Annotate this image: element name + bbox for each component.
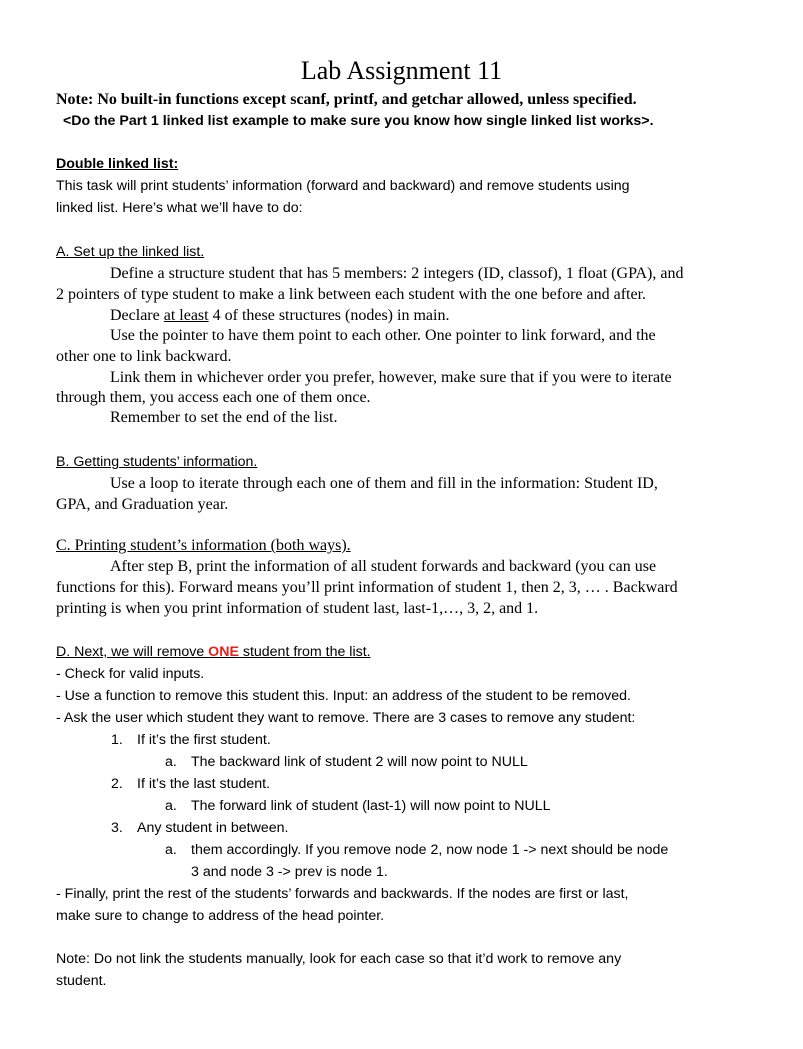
section-heading-a: A. Set up the linked list.	[56, 244, 205, 260]
case-1-number: 1.	[111, 732, 123, 748]
section-d-final-line2: make sure to change to address of the head pointer.	[56, 908, 385, 924]
emphasis-at-least: at least	[163, 307, 209, 324]
case-1-sub-text: The backward link of student 2 will now point to NULL	[191, 754, 528, 770]
page-title: Lab Assignment 11	[300, 56, 503, 85]
section-a-p1-line1: Define a structure student that has 5 members: 2 integers (ID, classof), 1 float (GPA), and	[110, 265, 684, 282]
case-3-sub-letter: a.	[165, 842, 177, 858]
section-heading-b: B. Getting students’ information.	[56, 454, 258, 470]
section-c-line1: After step B, print the information of all student forwards and backward (you can use	[110, 558, 657, 575]
section-c-line3: printing is when you print information of student last, last-1,…, 3, 2, and 1.	[56, 600, 539, 617]
section-c-line2: functions for this). Forward means you’ll print information of student 1, then 2, 3, … . Backward	[56, 579, 678, 596]
case-3-sub-text-line1: them accordingly. If you remove node 2, now node 1 -> next should be node	[191, 842, 669, 858]
case-2-number: 2.	[111, 776, 123, 792]
section-a-p3-line1: Use the pointer to have them point to each other. One pointer to link forward, and the	[110, 327, 656, 344]
section-a-p3-line2: other one to link backward.	[56, 348, 232, 365]
section-d-ask-user: - Ask the user which student they want to remove. There are 3 cases to remove any student:	[56, 710, 636, 726]
case-2-sub-text: The forward link of student (last-1) will now point to NULL	[191, 798, 551, 814]
case-2-text: If it’s the last student.	[137, 776, 271, 792]
intro-line-1: This task will print students’ information (forward and backward) and remove students using	[56, 178, 630, 194]
section-a-p5: Remember to set the end of the list.	[110, 409, 338, 426]
section-d-use-function: - Use a function to remove this student this. Input: an address of the student to be removed.	[56, 688, 631, 704]
case-1-sub-letter: a.	[165, 754, 177, 770]
section-b-line1: Use a loop to iterate through each one of them and fill in the information: Student ID,	[110, 475, 658, 492]
final-note-line2: student.	[56, 973, 107, 989]
section-a-p4-line1: Link them in whichever order you prefer, however, make sure that if you were to iterate	[110, 369, 672, 386]
case-3-text: Any student in between.	[137, 820, 289, 836]
section-a-p1-line2: 2 pointers of type student to make a link between each student with the one before and after.	[56, 286, 647, 303]
section-a-p4-line2: through them, you access each one of them once.	[56, 389, 371, 406]
section-d-check-inputs: - Check for valid inputs.	[56, 666, 205, 682]
note-part1-example: <Do the Part 1 linked list example to make sure you know how single linked list works>.	[63, 113, 654, 129]
final-note-line1: Note: Do not link the students manually, look for each case so that it’d work to remove any	[56, 951, 622, 967]
section-heading-double-linked-list: Double linked list:	[56, 156, 179, 172]
case-3-number: 3.	[111, 820, 123, 836]
intro-line-2: linked list. Here’s what we’ll have to do:	[56, 200, 303, 216]
note-builtin-functions: Note: No built-in functions except scanf, printf, and getchar allowed, unless specified.	[56, 91, 637, 108]
case-3-sub-text-line2: 3 and node 3 -> prev is node 1.	[191, 864, 388, 880]
section-d-final-line1: - Finally, print the rest of the students’ forwards and backwards. If the nodes are first or last,	[56, 886, 629, 902]
emphasis-one: ONE	[208, 644, 239, 660]
case-1-text: If it’s the first student.	[137, 732, 271, 748]
section-heading-c: C. Printing student’s information (both ways).	[56, 537, 351, 554]
section-b-line2: GPA, and Graduation year.	[56, 496, 229, 513]
section-a-p2: Declare at least 4 of these structures (nodes) in main.	[110, 307, 450, 324]
case-2-sub-letter: a.	[165, 798, 177, 814]
section-heading-d: D. Next, we will remove ONE student from the list.	[56, 644, 371, 660]
